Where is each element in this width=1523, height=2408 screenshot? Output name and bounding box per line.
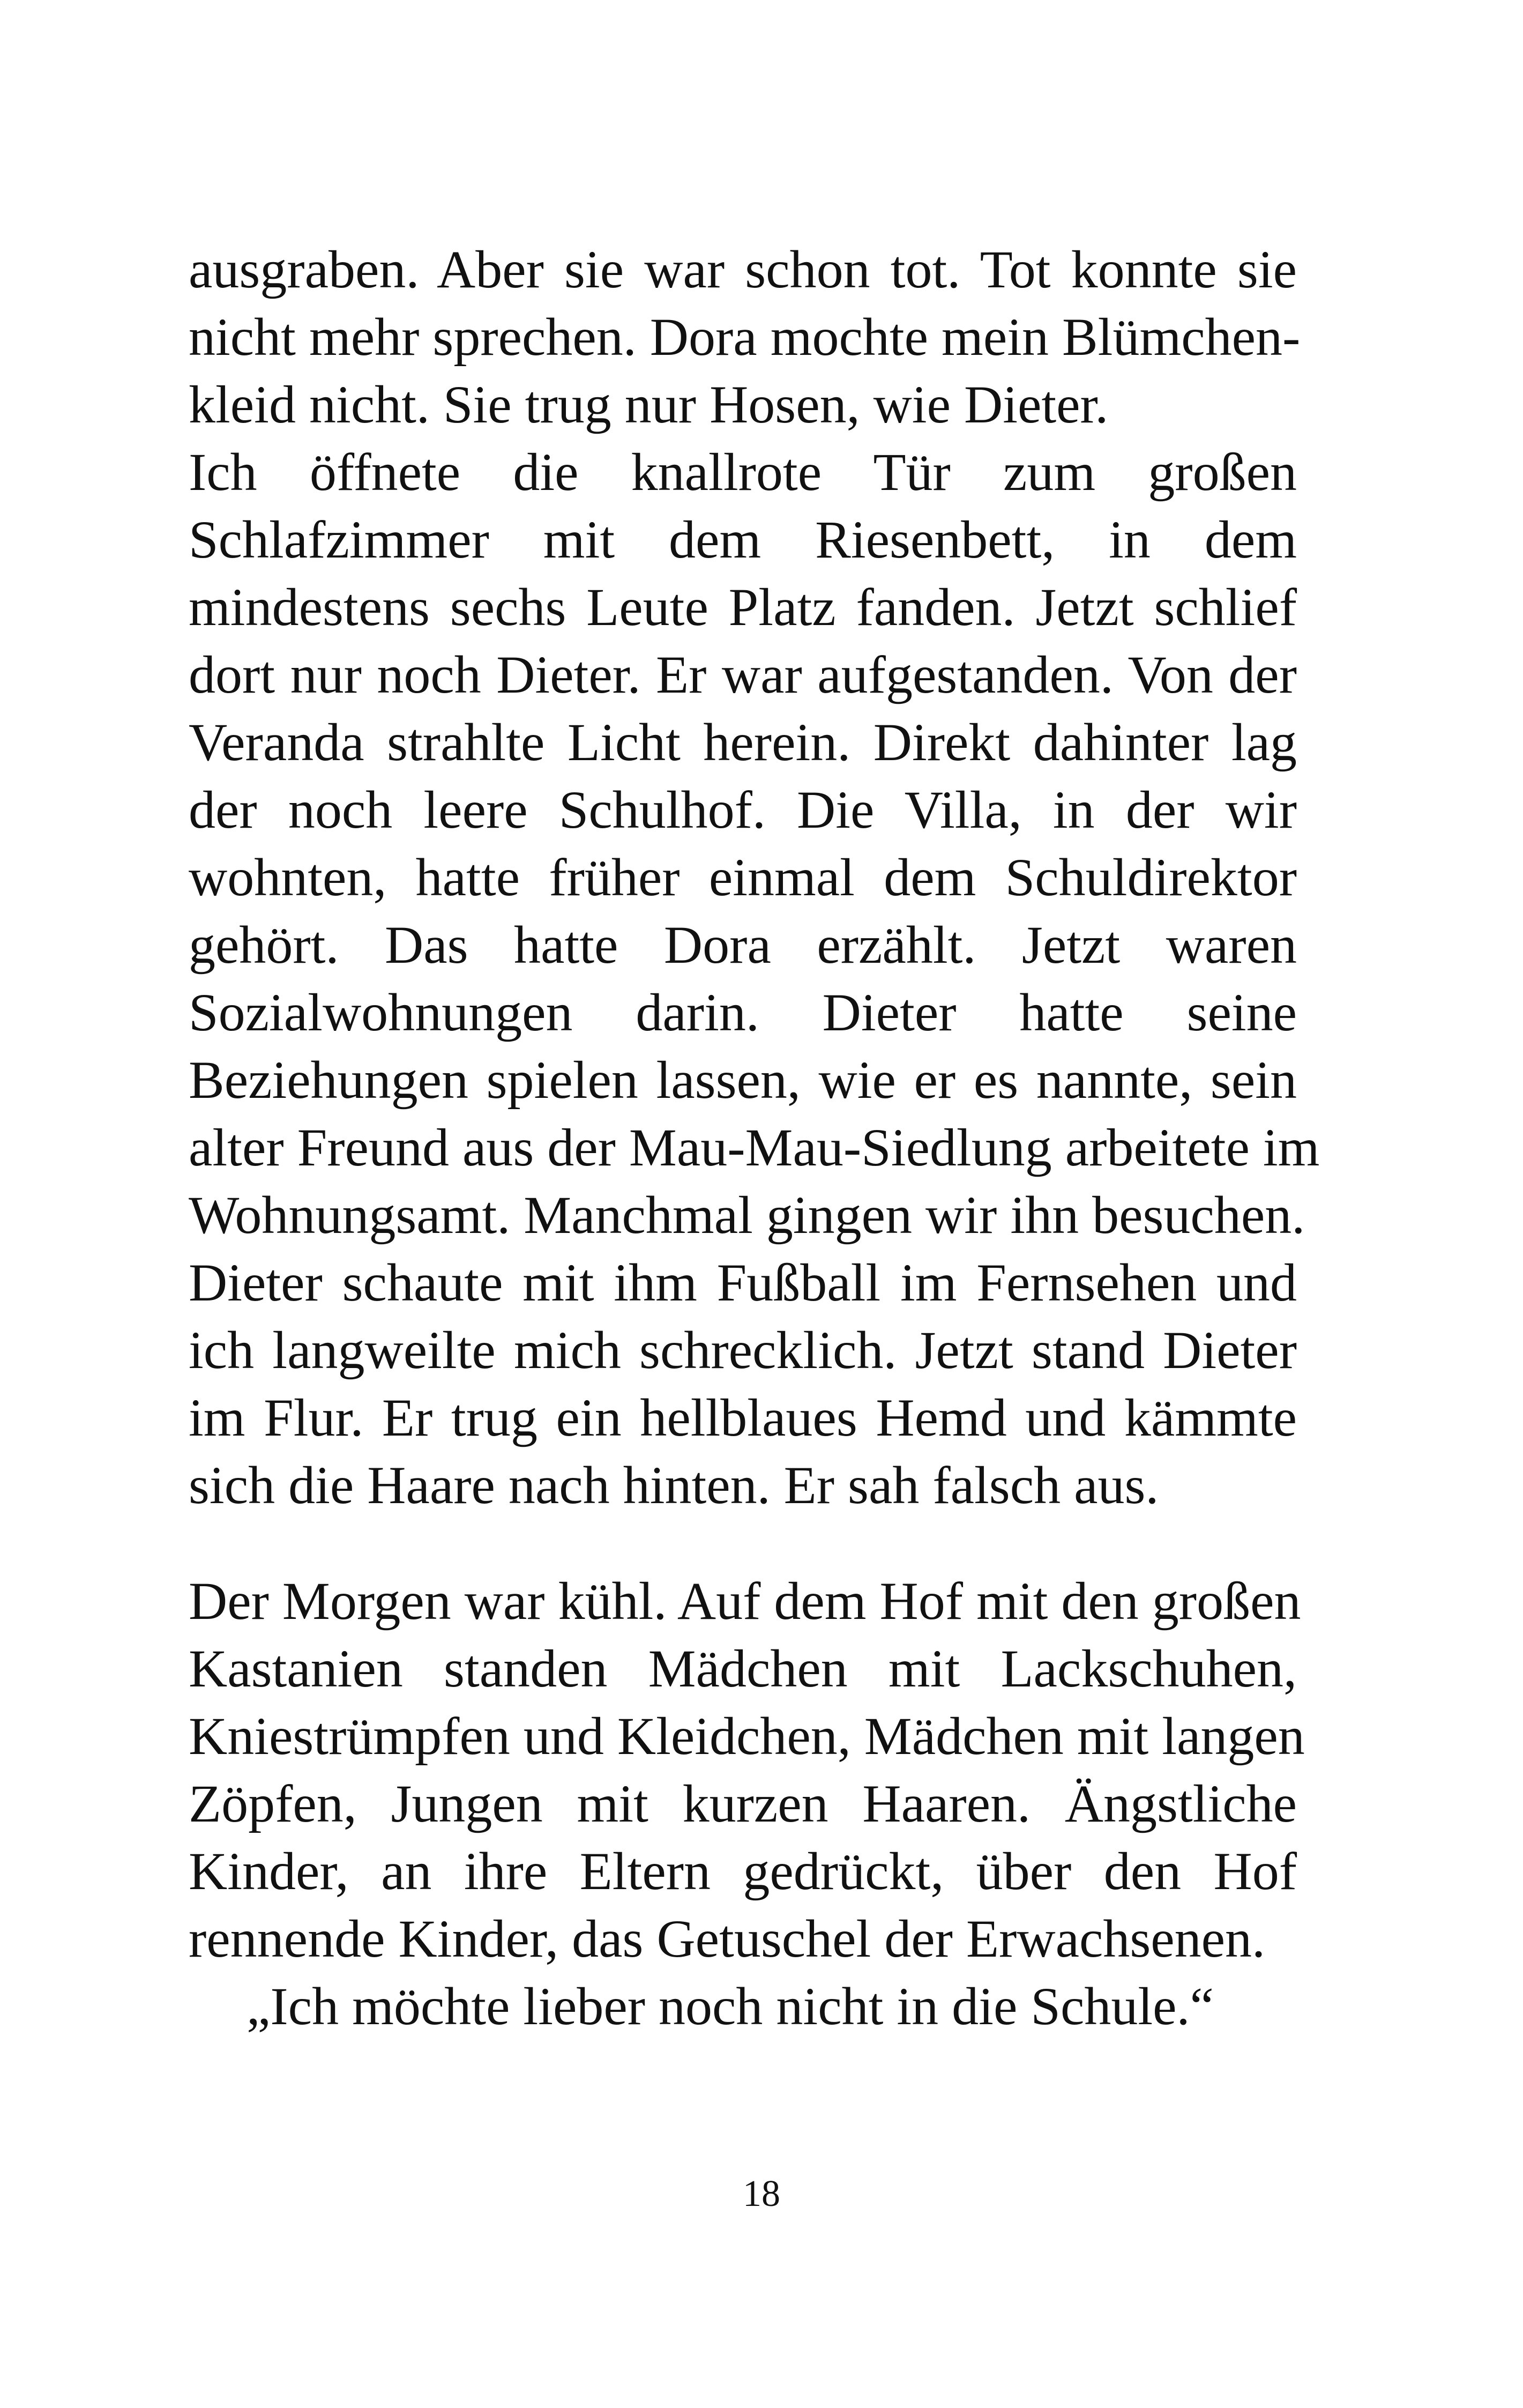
paragraph <box>189 236 1301 439</box>
text-line: Zöpfen, Jungen mit kurzen Haaren. Ängstliche <box>189 1774 1297 1833</box>
text-line: sich die Haare nach hinten. Er sah falsch aus. <box>189 1455 1159 1515</box>
text-line: mindestens sechs Leute Platz fanden. Jetzt schlief <box>189 577 1297 637</box>
text-line: alter Freund aus der Mau-Mau-Siedlung arbeitete im <box>189 1118 1320 1177</box>
text-line: dort nur noch Dieter. Er war aufgestanden. Von der <box>189 645 1297 704</box>
text-line: Ich öffnete die knallrote Tür zum großen <box>189 442 1297 502</box>
text-line: gehört. Das hatte Dora erzählt. Jetzt waren <box>189 915 1297 975</box>
page-number: 18 <box>743 2173 780 2214</box>
text-line: kleid nicht. Sie trug nur Hosen, wie Dieter. <box>189 375 1109 434</box>
text-section-2 <box>189 1567 1305 2040</box>
text-line: Schlafzimmer mit dem Riesenbett, in dem <box>189 510 1297 569</box>
text-line: Der Morgen war kühl. Auf dem Hof mit den großen <box>189 1571 1301 1631</box>
text-line: Kinder, an ihre Eltern gedrückt, über den Hof <box>189 1841 1297 1901</box>
text-line: der noch leere Schulhof. Die Villa, in der wir <box>189 780 1297 839</box>
paragraph <box>189 439 1320 1519</box>
text-line: rennende Kinder, das Getuschel der Erwachsenen. <box>189 1909 1266 1968</box>
text-line: im Flur. Er trug ein hellblaues Hemd und kämmte <box>189 1388 1297 1447</box>
text-line: ich langweilte mich schrecklich. Jetzt stand Dieter <box>189 1320 1297 1380</box>
text-line: Sozialwohnungen darin. Dieter hatte seine <box>189 983 1297 1042</box>
text-line: Wohnungsamt. Manchmal gingen wir ihn besuchen. <box>189 1185 1305 1245</box>
text-line: Veranda strahlte Licht herein. Direkt dahinter lag <box>189 712 1297 772</box>
text-line: nicht mehr sprechen. Dora mochte mein Blümchen- <box>189 307 1301 367</box>
text-line: Beziehungen spielen lassen, wie er es nannte, sein <box>189 1050 1297 1110</box>
text-section-1 <box>189 236 1320 1519</box>
text-line: ausgraben. Aber sie war schon tot. Tot konnte sie <box>189 240 1297 299</box>
dialogue-line: „Ich möchte lieber noch nicht in die Schule.“ <box>247 1976 1214 2036</box>
paragraph <box>189 1973 1297 2040</box>
text-line: Dieter schaute mit ihm Fußball im Fernsehen und <box>189 1253 1297 1312</box>
text-line: Kastanien standen Mädchen mit Lackschuhen, <box>189 1639 1297 1698</box>
text-line: Kniestrümpfen und Kleidchen, Mädchen mit langen <box>189 1706 1305 1766</box>
paragraph <box>189 1567 1305 1973</box>
text-line: wohnten, hatte früher einmal dem Schuldirektor <box>189 848 1297 907</box>
